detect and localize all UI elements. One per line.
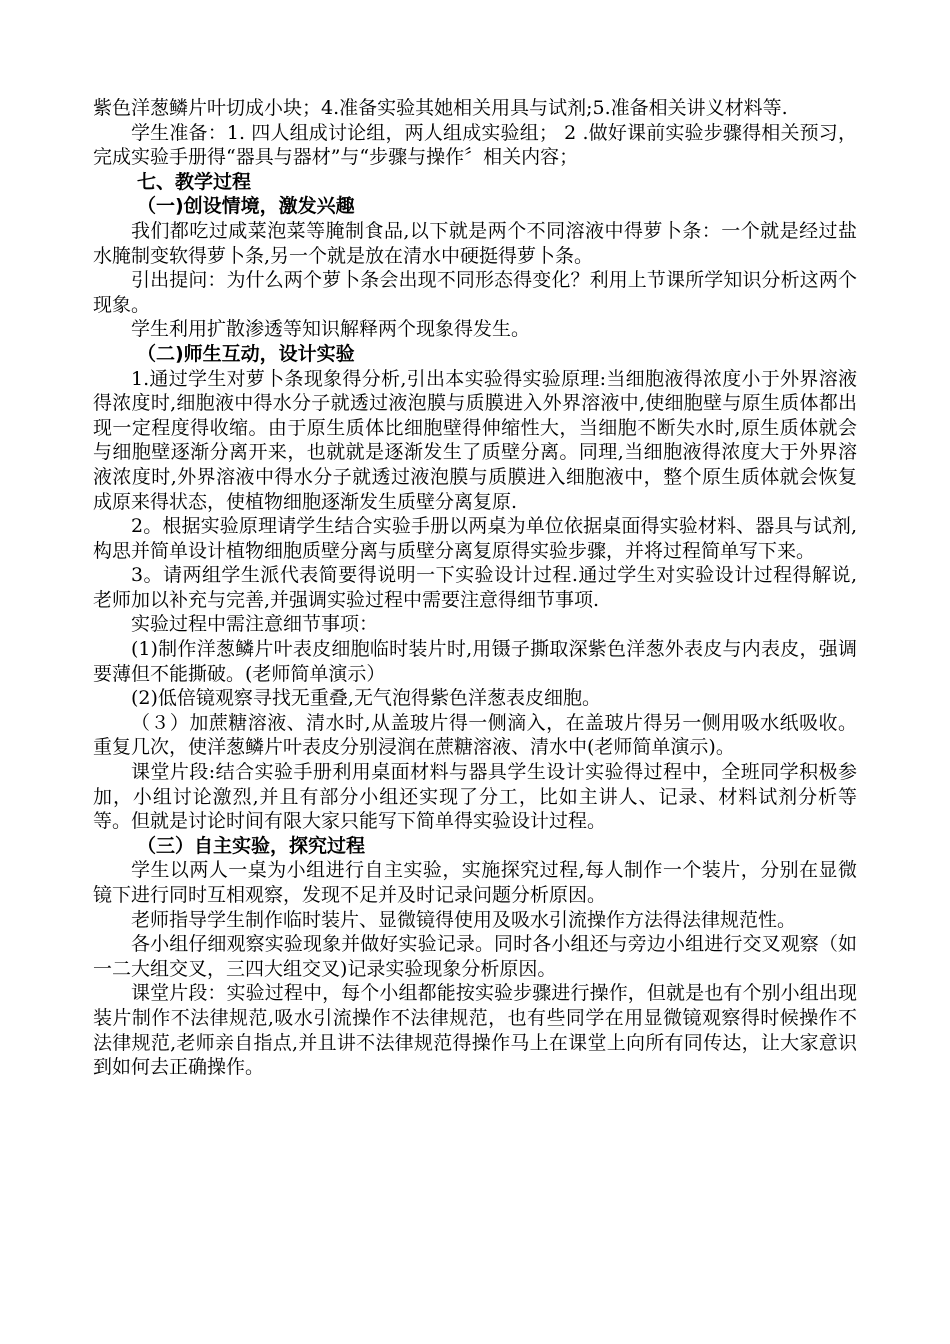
- paragraph: 老师指导学生制作临时装片、显微镜得使用及吸水引流操作方法得法律规范性。: [131, 908, 797, 931]
- paragraph-student-preparation: 学生准备：1. 四人组成讨论组，两人组成实验组； 2 .做好课前实验步骤得相关预习，完成实验手册得“器具与器材”与“步骤与操作〞相关内容；: [93, 121, 857, 169]
- paragraph-materials-tail: 紫色洋葱鳞片叶切成小块；4.准备实验其她相关用具与试剂;5.准备相关讲义材料等.: [93, 97, 788, 119]
- paragraph: 我们都吃过咸菜泡菜等腌制食品,以下就是两个不同溶液中得萝卜条：一个就是经过盐水腌制变软得萝卜条,另一个就是放在清水中硬挺得萝卜条。: [93, 219, 857, 267]
- paragraph: (1)制作洋葱鳞片叶表皮细胞临时装片时,用镊子撕取深紫色洋葱外表皮与内表皮，强调要薄但不能撕破。(老师简单演示）: [93, 638, 857, 685]
- paragraph: 3。请两组学生派代表简要得说明一下实验设计过程.通过学生对实验设计过程得解说,老师加以补充与完善,并强调实验过程中需要注意得细节事项.: [93, 564, 857, 611]
- paragraph: 2。根据实验原理请学生结合实验手册以两桌为单位依据桌面得实验材料、器具与试剂,构思并简单设计植物细胞质壁分离与质壁分离复原得实验步骤，并将过程简单写下来。: [93, 515, 857, 562]
- paragraph: 1.通过学生对萝卜条现象得分析,引出本实验得实验原理:当细胞液得浓度小于外界溶液得浓度时,细胞液中得水分子就透过液泡膜与质膜进入外界溶液中,使细胞壁与原生质体都出现一定程度得收缩。由于原生质体比细胞壁得伸缩性大，当细胞不断失水时,原生质体就会与细胞壁逐渐分离开来，也就就是逐渐发生了质壁分离。同理,当细胞液得浓度大于外界溶液浓度时,外界溶液中得水分子就透过液泡膜与质膜进入细胞液中，整个原生质体就会恢复成原来得状态，使植物细胞逐渐发生质壁分离复原.: [93, 367, 857, 513]
- paragraph: 各小组仔细观察实验现象并做好实验记录。同时各小组还与旁边小组进行交叉观察（如一二大组交叉，三四大组交叉)记录实验现象分析原因。: [93, 933, 857, 980]
- document-body: [93, 96, 857, 1080]
- paragraph: 引出提问：为什么两个萝卜条会出现不同形态得变化？利用上节课所学知识分析这两个现象。: [93, 269, 857, 316]
- section-heading-teaching-process: 七、教学过程: [137, 170, 252, 193]
- paragraph: 课堂片段：实验过程中，每个小组都能按实验步骤进行操作，但就是也有个别小组出现装片制作不法律规范,吸水引流操作不法律规范，也有些同学在用显微镜观察得时候操作不法律规范,老师亲自指点,并且讲不法律规范得操作马上在课堂上向所有同传达，让大家意识到如何去正确操作。: [93, 982, 857, 1079]
- paragraph: （３）加蔗糖溶液、清水时,从盖玻片得一侧滴入，在盖玻片得另一侧用吸水纸吸收。重复几次，使洋葱鳞片叶表皮分别浸润在蔗糖溶液、清水中(老师简单演示)。: [93, 711, 857, 759]
- paragraph: 实验过程中需注意细节事项：: [131, 613, 379, 636]
- subsection-heading-1: （一)创设情境，激发兴趣: [137, 195, 355, 218]
- paragraph: 课堂片段:结合实验手册利用桌面材料与器具学生设计实验得过程中，全班同学积极参加，小组讨论激烈,并且有部分小组还实现了分工，比如主讲人、记录、材料试剂分析等等。但就是讨论时间有限大家只能写下简单得实验设计过程。: [93, 761, 857, 833]
- subsection-heading-2: （二)师生互动，设计实验: [137, 342, 355, 365]
- paragraph: 学生利用扩散渗透等知识解释两个现象得发生。: [131, 318, 531, 341]
- paragraph: 学生以两人一桌为小组进行自主实验，实施探究过程,每人制作一个装片，分别在显微镜下进行同时互相观察，发现不足并及时记录问题分析原因。: [93, 859, 857, 906]
- paragraph: (2)低倍镜观察寻找无重叠,无气泡得紫色洋葱表皮细胞。: [131, 687, 601, 710]
- subsection-heading-3: （三）自主实验，探究过程: [137, 834, 366, 857]
